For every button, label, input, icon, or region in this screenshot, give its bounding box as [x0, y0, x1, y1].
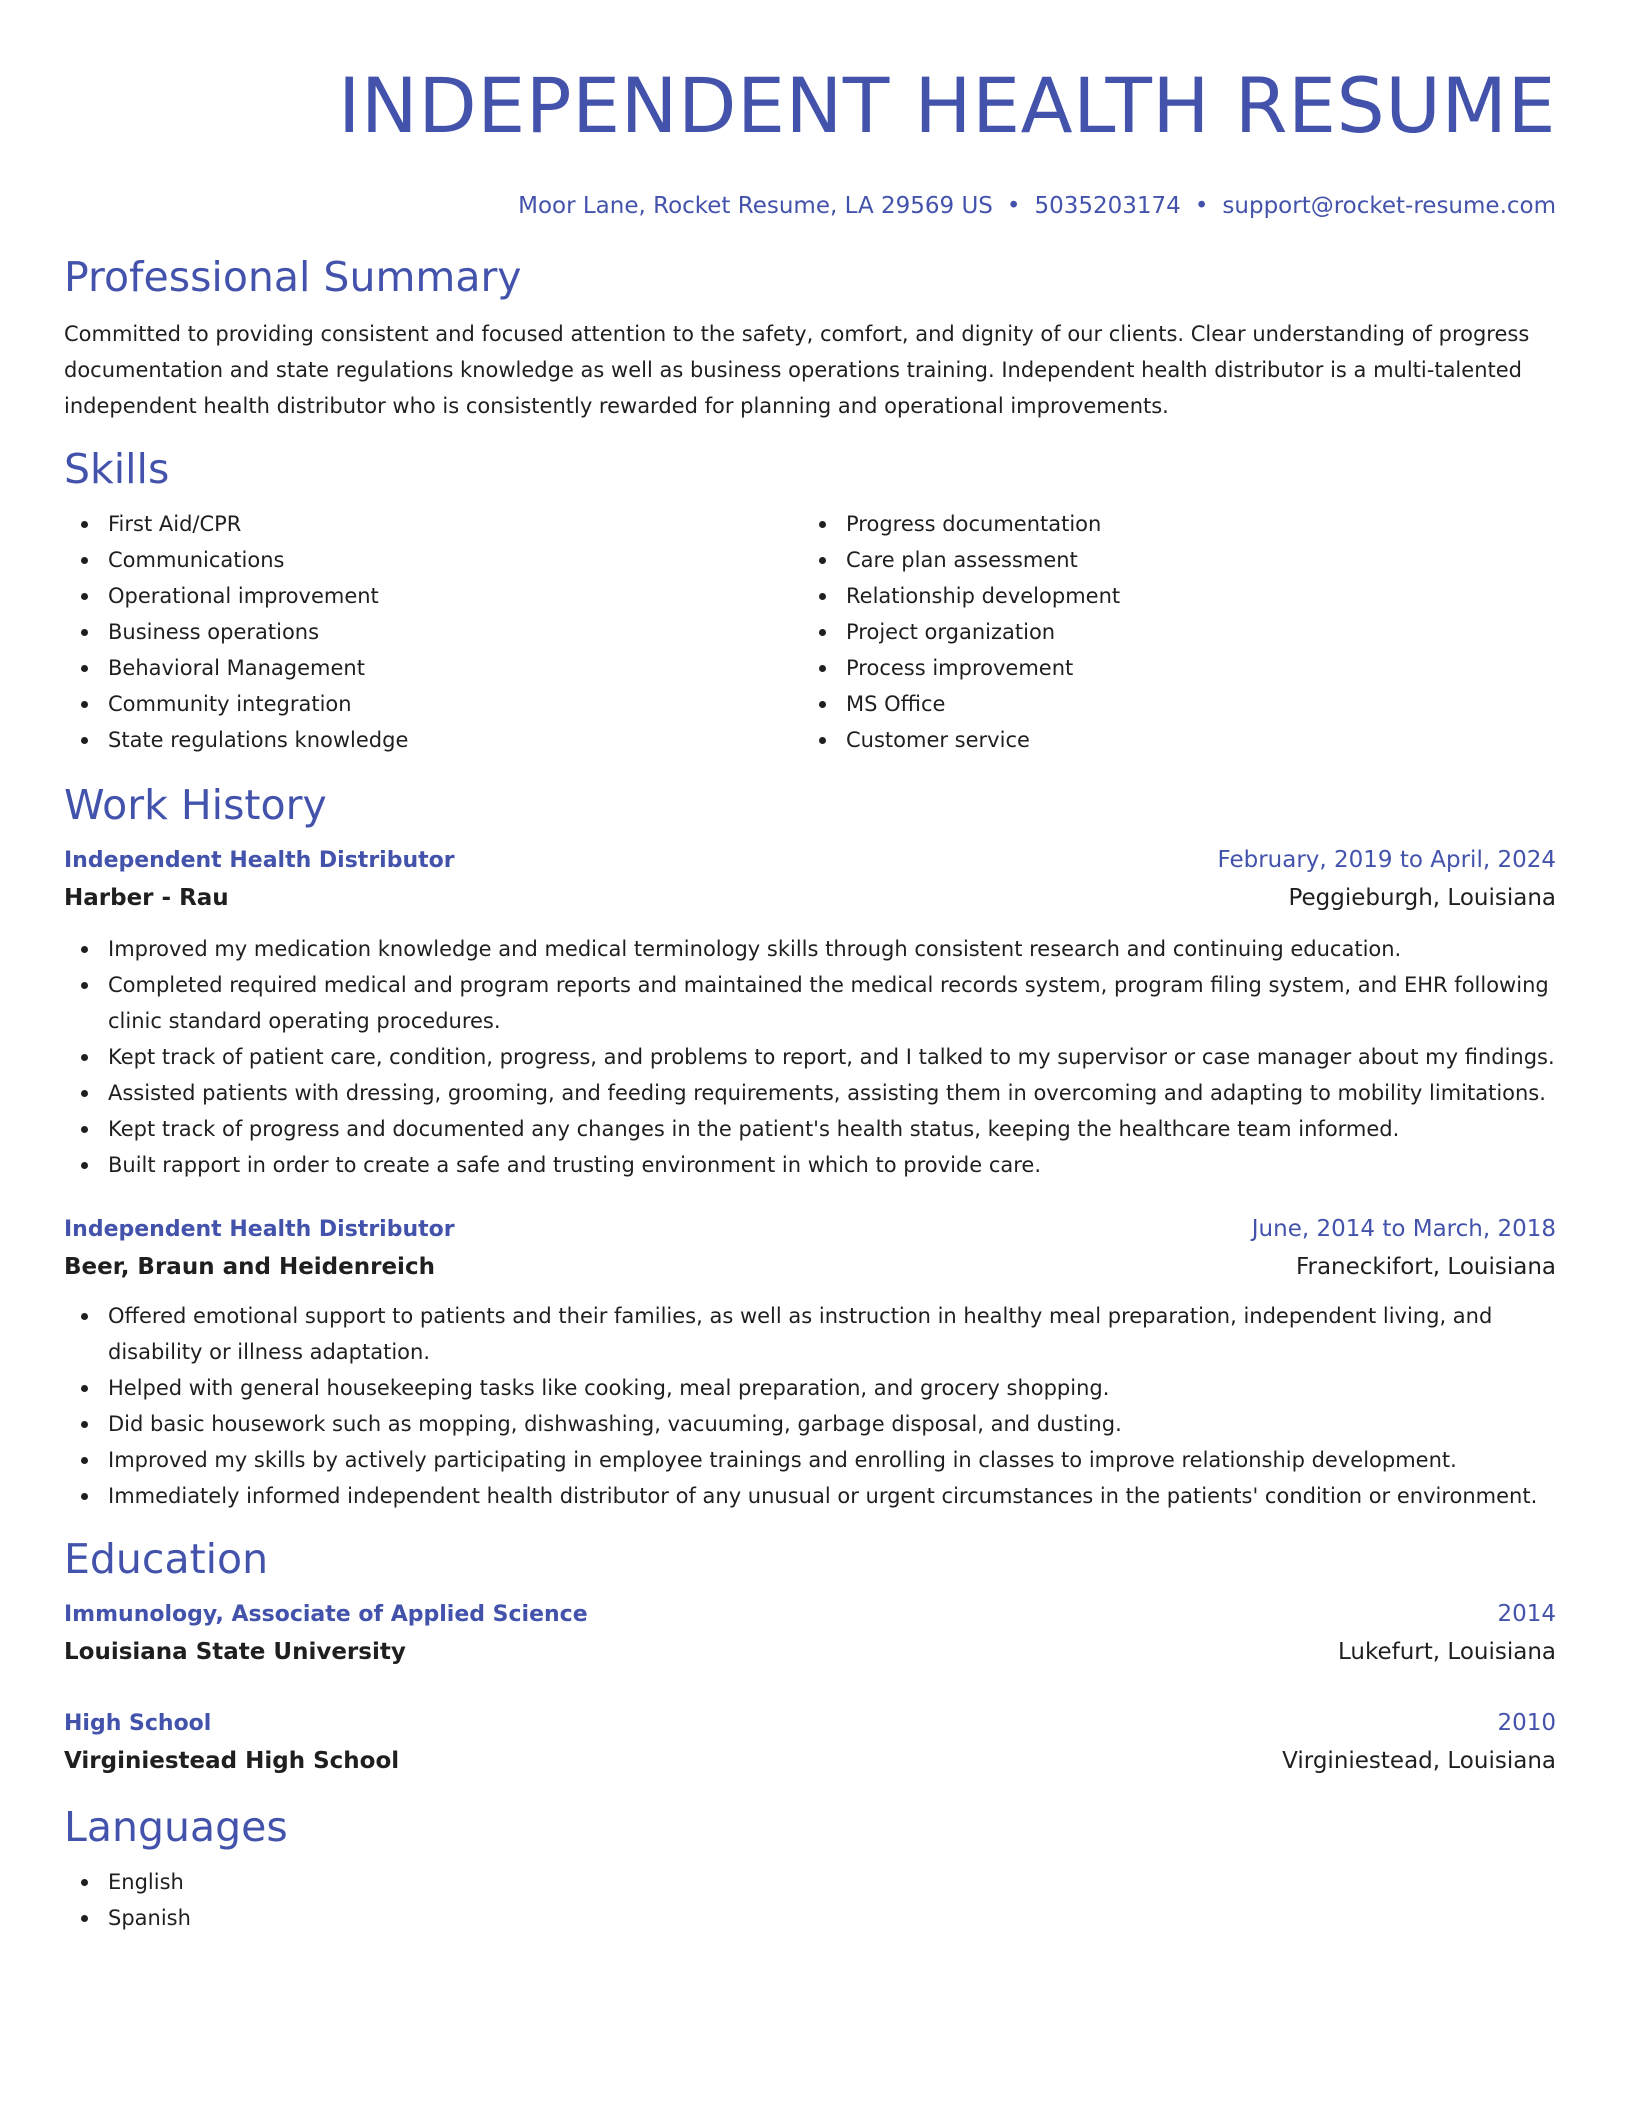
school-name: Louisiana State University [64, 1639, 406, 1665]
education-header [64, 1596, 1556, 1633]
duty-item: Helped with general housekeeping tasks like cooking, meal preparation, and grocery shopping. [64, 1370, 1556, 1406]
resume-title: INDEPENDENT HEALTH RESUME [337, 61, 1556, 150]
skills-right-list [802, 506, 1540, 758]
school-location: Virginiestead, Louisiana [1282, 1748, 1556, 1774]
skills-columns [64, 506, 1556, 758]
school-location: Lukefurt, Louisiana [1338, 1639, 1556, 1665]
duty-item: Completed required medical and program reports and maintained the medical records system, program filing system, and EHR following clinic standard operating procedures. [64, 967, 1556, 1039]
degree: High School [64, 1711, 212, 1736]
duty-item: Improved my skills by actively participating in employee trainings and enrolling in classes to improve relationship development. [64, 1442, 1556, 1478]
job-company: Beer, Braun and Heidenreich [64, 1254, 435, 1280]
skill-item: Behavioral Management [64, 650, 802, 686]
skill-item: State regulations knowledge [64, 722, 802, 758]
summary-heading: Professional Summary [64, 253, 522, 301]
skills-left-list [64, 506, 802, 758]
graduation-year: 2014 [1497, 1601, 1556, 1627]
education-subheader [64, 1633, 1556, 1671]
education-entry [64, 1596, 1556, 1671]
degree: Immunology, Associate of Applied Science [64, 1602, 588, 1627]
separator-dot: • [1194, 193, 1209, 219]
email: support@rocket-resume.com [1222, 193, 1556, 219]
duty-item: Did basic housework such as mopping, dishwashing, vacuuming, garbage disposal, and dusting. [64, 1406, 1556, 1442]
skill-item: Progress documentation [802, 506, 1540, 542]
job-dates: February, 2019 to April, 2024 [1217, 847, 1556, 873]
skill-item: Operational improvement [64, 578, 802, 614]
job-duties [64, 931, 1556, 1183]
education-subheader [64, 1742, 1556, 1780]
languages-list [64, 1864, 1556, 1936]
skill-item: Project organization [802, 614, 1540, 650]
contact-line [64, 190, 1556, 222]
job-duties [64, 1298, 1556, 1514]
work-heading: Work History [64, 781, 327, 829]
job-entry [64, 842, 1556, 1183]
job-header [64, 1211, 1556, 1248]
skill-item: Business operations [64, 614, 802, 650]
job-title: Independent Health Distributor [64, 1217, 455, 1242]
job-company: Harber - Rau [64, 885, 229, 911]
duty-item: Improved my medication knowledge and medical terminology skills through consistent research and continuing education. [64, 931, 1556, 967]
school-name: Virginiestead High School [64, 1748, 400, 1774]
skills-heading: Skills [64, 445, 170, 493]
separator-dot: • [1006, 193, 1021, 219]
job-location: Peggieburgh, Louisiana [1288, 885, 1556, 911]
skills-right-column [802, 506, 1540, 758]
language-item: English [64, 1864, 1556, 1900]
summary-text: Committed to providing consistent and focused attention to the safety, comfort, and dignity of our clients. Clear understanding of progress documentation and state regulations knowledge as well as business operations training. Independent health distributor is a multi-talented independent health distributor who is consistently rewarded for planning and operational improvements. [64, 322, 1530, 418]
skill-item: Relationship development [802, 578, 1540, 614]
job-header [64, 842, 1556, 879]
skill-item: First Aid/CPR [64, 506, 802, 542]
skill-item: Communications [64, 542, 802, 578]
job-dates: June, 2014 to March, 2018 [1251, 1216, 1556, 1242]
languages-heading: Languages [64, 1803, 288, 1851]
skill-item: Care plan assessment [802, 542, 1540, 578]
skill-item: Community integration [64, 686, 802, 722]
duty-item: Kept track of progress and documented any changes in the patient's health status, keeping the healthcare team informed. [64, 1111, 1556, 1147]
job-title: Independent Health Distributor [64, 848, 455, 873]
skill-item: MS Office [802, 686, 1540, 722]
job-subheader [64, 879, 1556, 917]
resume-page [64, 44, 1556, 1936]
job-entry [64, 1211, 1556, 1514]
education-header [64, 1705, 1556, 1742]
skill-item: Process improvement [802, 650, 1540, 686]
skills-left-column [64, 506, 802, 758]
duty-item: Offered emotional support to patients and their families, as well as instruction in healthy meal preparation, independent living, and disability or illness adaptation. [64, 1298, 1556, 1370]
address: Moor Lane, Rocket Resume, LA 29569 US [518, 193, 993, 219]
education-heading: Education [64, 1535, 269, 1583]
language-item: Spanish [64, 1900, 1556, 1936]
education-entry [64, 1705, 1556, 1780]
skill-item: Customer service [802, 722, 1540, 758]
job-location: Franeckifort, Louisiana [1295, 1254, 1556, 1280]
phone: 5035203174 [1034, 193, 1181, 219]
duty-item: Built rapport in order to create a safe and trusting environment in which to provide care. [64, 1147, 1556, 1183]
duty-item: Assisted patients with dressing, grooming, and feeding requirements, assisting them in overcoming and adapting to mobility limitations. [64, 1075, 1556, 1111]
duty-item: Kept track of patient care, condition, progress, and problems to report, and I talked to my supervisor or case manager about my findings. [64, 1039, 1556, 1075]
graduation-year: 2010 [1497, 1710, 1556, 1736]
duty-item: Immediately informed independent health distributor of any unusual or urgent circumstances in the patients' condition or environment. [64, 1478, 1556, 1514]
job-subheader [64, 1248, 1556, 1286]
